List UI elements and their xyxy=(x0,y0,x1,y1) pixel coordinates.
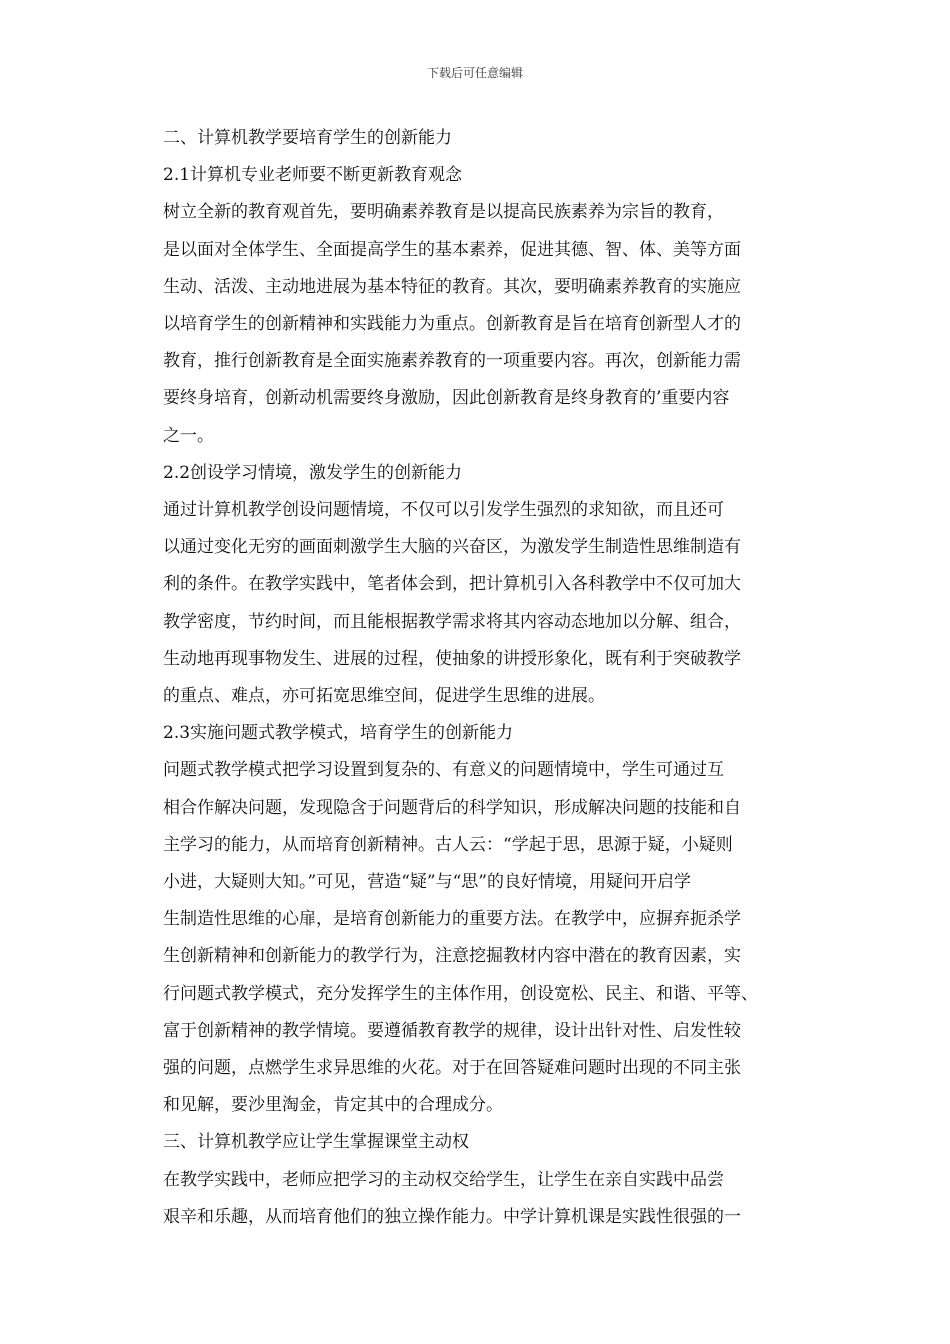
paragraph-line: 的重点、难点，亦可拓宽思维空间，促进学生思维的进展。 xyxy=(163,686,605,707)
paragraph-line: 以培育学生的创新精神和实践能力为重点。创新教育是旨在培育创新型人才的 xyxy=(163,314,741,335)
paragraph-2-1 xyxy=(145,194,810,454)
paragraph-line: 问题式教学模式把学习设置到复杂的、有意义的问题情境中，学生可通过互 xyxy=(163,760,724,781)
paragraph-line: 生制造性思维的心扉，是培育创新能力的重要方法。在教学中，应摒弃扼杀学 xyxy=(163,909,741,930)
paragraph-line: 富于创新精神的教学情境。要遵循教育教学的规律，设计出针对性、启发性较 xyxy=(163,1020,741,1041)
paragraph-line: 是以面对全体学生、全面提高学生的基本素养，促进其德、智、体、美等方面 xyxy=(163,239,741,260)
section-heading-3: 三、计算机教学应让学生掌握课堂主动权 xyxy=(163,1132,469,1153)
paragraph-line: 艰辛和乐趣，从而培育他们的独立操作能力。中学计算机课是实践性很强的一 xyxy=(163,1206,741,1227)
subsection-heading-2-3: 2.3实施问题式教学模式，培育学生的创新能力 xyxy=(163,723,514,744)
page-header: 下载后可任意编辑 xyxy=(426,66,523,80)
paragraph-line: 强的问题，点燃学生求异思维的火花。对于在回答疑难问题时出现的不同主张 xyxy=(163,1058,741,1079)
paragraph-2-3 xyxy=(145,752,810,1124)
paragraph-line: 小进，大疑则大知。”可见，营造“疑”与“思”的良好情境，用疑问开启学 xyxy=(163,872,691,893)
paragraph-2-2 xyxy=(145,492,810,715)
paragraph-line: 和见解，要沙里淘金，肯定其中的合理成分。 xyxy=(163,1095,503,1116)
document-body xyxy=(145,120,810,1236)
paragraph-line: 相合作解决问题，发现隐含于问题背后的科学知识，形成解决问题的技能和自 xyxy=(163,797,741,818)
paragraph-3 xyxy=(145,1162,810,1236)
paragraph-line: 之一。 xyxy=(163,425,214,446)
subsection-heading-2-1: 2.1计算机专业老师要不断更新教育观念 xyxy=(163,165,463,186)
paragraph-line: 通过计算机教学创设问题情境，不仅可以引发学生强烈的求知欲，而且还可 xyxy=(163,500,724,521)
paragraph-line: 生动、活泼、主动地进展为基本特征的教育。其次，要明确素养教育的实施应 xyxy=(163,276,741,297)
paragraph-line: 教育，推行创新教育是全面实施素养教育的一项重要内容。再次，创新能力需 xyxy=(163,351,741,372)
paragraph-line: 要终身培育，创新动机需要终身激励，因此创新教育是终身教育的’重要内容 xyxy=(163,388,730,409)
paragraph-line: 生创新精神和创新能力的教学行为，注意挖掘教材内容中潜在的教育因素，实 xyxy=(163,946,741,967)
paragraph-line: 行问题式教学模式，充分发挥学生的主体作用，创设宽松、民主、和谐、平等、 xyxy=(163,983,758,1004)
paragraph-line: 生动地再现事物发生、进展的过程，使抽象的讲授形象化，既有利于突破教学 xyxy=(163,648,741,669)
paragraph-line: 树立全新的教育观首先，要明确素养教育是以提高民族素养为宗旨的教育， xyxy=(163,202,724,223)
paragraph-line: 在教学实践中，老师应把学习的主动权交给学生，让学生在亲自实践中品尝 xyxy=(163,1169,724,1190)
paragraph-line: 教学密度，节约时间，而且能根据教学需求将其内容动态地加以分解、组合， xyxy=(163,611,741,632)
section-heading-2: 二、计算机教学要培育学生的创新能力 xyxy=(163,128,452,148)
paragraph-line: 利的条件。在教学实践中，笔者体会到，把计算机引入各科教学中不仅可加大 xyxy=(163,574,741,595)
paragraph-line: 主学习的能力，从而培育创新精神。古人云：“学起于思，思源于疑，小疑则 xyxy=(163,834,733,855)
subsection-heading-2-2: 2.2创设学习情境，激发学生的创新能力 xyxy=(163,462,463,483)
paragraph-line: 以通过变化无穷的画面刺激学生大脑的兴奋区，为激发学生制造性思维制造有 xyxy=(163,537,741,558)
